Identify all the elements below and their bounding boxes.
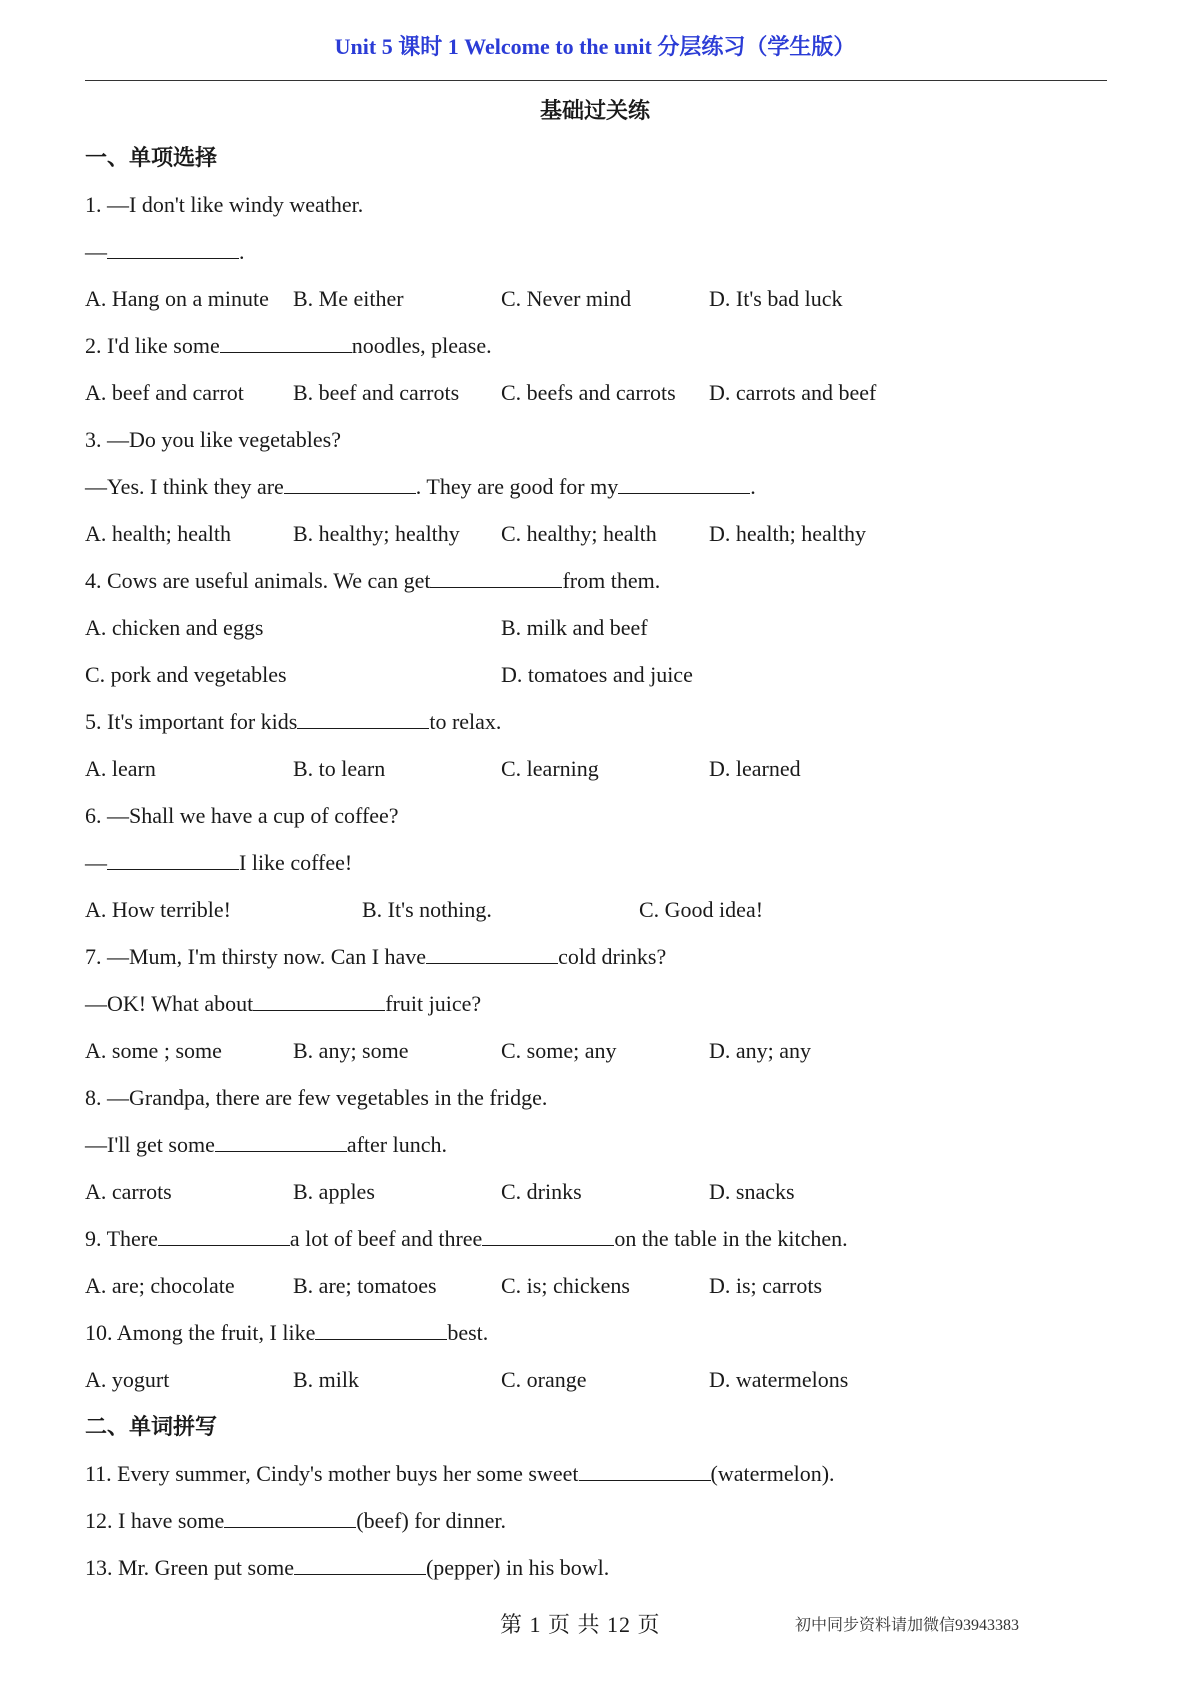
footer-note: 初中同步资料请加微信93943383 [795,1617,1020,1634]
option-a[interactable]: A. How terrible! [85,897,232,922]
option-b[interactable]: B. milk and beef [501,615,648,640]
answer-blank[interactable] [482,1227,614,1246]
option-d[interactable]: D. carrots and beef [709,380,877,405]
answer-blank[interactable] [107,240,239,259]
answer-blank[interactable] [215,1133,347,1152]
option-d[interactable]: D. watermelons [709,1367,849,1392]
option-c[interactable]: C. learning [501,756,599,781]
option-a[interactable]: A. chicken and eggs [85,615,264,640]
question-8-stem: 8. —Grandpa, there are few vegetables in the fridge. [85,1085,548,1110]
answer-blank[interactable] [430,569,562,588]
question-12-stem: 12. I have some (beef) for dinner. [85,1508,506,1533]
option-d[interactable]: D. tomatoes and juice [501,662,693,687]
option-a[interactable]: A. yogurt [85,1367,170,1392]
option-c[interactable]: C. pork and vegetables [85,662,287,687]
option-b[interactable]: B. milk [293,1367,360,1392]
question-10-stem: 10. Among the fruit, I like best. [85,1320,489,1345]
question-9-stem: 9. There a lot of beef and three on the table in the kitchen. [85,1226,848,1251]
option-a[interactable]: A. health; health [85,521,232,546]
option-d[interactable]: D. snacks [709,1179,795,1204]
question-2-stem: 2. I'd like some noodles, please. [85,333,492,358]
answer-blank[interactable] [294,1556,426,1575]
option-c[interactable]: C. some; any [501,1038,617,1063]
answer-blank[interactable] [253,992,385,1011]
option-b[interactable]: B. beef and carrots [293,380,460,405]
question-6-options [85,886,1115,933]
question-8-reply: —I'll get some after lunch. [85,1132,448,1157]
part2-heading: 二、单词拼写 [85,1414,218,1439]
question-5-stem: 5. It's important for kids to relax. [85,709,502,734]
question-1-stem: 1. —I don't like windy weather. [85,192,364,217]
option-a[interactable]: A. beef and carrot [85,380,244,405]
question-10-options [85,1356,1115,1403]
answer-blank[interactable] [158,1227,290,1246]
option-a[interactable]: A. Hang on a minute [85,286,269,311]
option-b[interactable]: B. apples [293,1179,375,1204]
section-title: 基础过关练 [539,98,650,123]
answer-blank[interactable] [220,334,352,353]
option-c[interactable]: C. is; chickens [501,1273,630,1298]
option-b[interactable]: B. It's nothing. [362,897,492,922]
answer-blank[interactable] [426,945,558,964]
question-8-options [85,1168,1115,1215]
question-13-stem: 13. Mr. Green put some (pepper) in his bowl. [85,1555,610,1580]
worksheet-body [85,134,1115,1591]
answer-blank[interactable] [297,710,429,729]
header-divider [85,80,1107,81]
option-a[interactable]: A. carrots [85,1179,172,1204]
page-footer [0,1608,1190,1644]
question-1-reply: — . [85,239,245,264]
question-1-options [85,275,1115,322]
question-3-options [85,510,1115,557]
question-6-stem: 6. —Shall we have a cup of coffee? [85,803,399,828]
option-d[interactable]: D. any; any [709,1038,812,1063]
question-7-stem: 7. —Mum, I'm thirsty now. Can I have cold drinks? [85,944,667,969]
option-a[interactable]: A. learn [85,756,156,781]
option-b[interactable]: B. to learn [293,756,386,781]
option-c[interactable]: C. orange [501,1367,587,1392]
option-b[interactable]: B. healthy; healthy [293,521,460,546]
answer-blank[interactable] [107,851,239,870]
page-number: 第 1 页 共 12 页 [500,1612,661,1637]
option-c[interactable]: C. beefs and carrots [501,380,676,405]
question-2-options [85,369,1115,416]
question-5-options [85,745,1115,792]
option-d[interactable]: D. is; carrots [709,1273,823,1298]
question-3-reply: —Yes. I think they are . They are good for my . [85,474,756,499]
question-4-options-row2 [85,651,1115,698]
option-c[interactable]: C. Good idea! [639,897,764,922]
question-6-reply: — I like coffee! [85,850,353,875]
option-d[interactable]: D. It's bad luck [709,286,843,311]
option-d[interactable]: D. health; healthy [709,521,867,546]
answer-blank[interactable] [579,1462,711,1481]
option-b[interactable]: B. any; some [293,1038,409,1063]
answer-blank[interactable] [224,1509,356,1528]
option-b[interactable]: B. are; tomatoes [293,1273,437,1298]
question-4-stem: 4. Cows are useful animals. We can get from them. [85,568,661,593]
option-c[interactable]: C. drinks [501,1179,582,1204]
part1-heading: 一、单项选择 [85,145,218,170]
option-c[interactable]: C. healthy; health [501,521,657,546]
option-c[interactable]: C. Never mind [501,286,632,311]
answer-blank[interactable] [284,475,416,494]
option-a[interactable]: A. some ; some [85,1038,222,1063]
option-b[interactable]: B. Me either [293,286,404,311]
question-3-stem: 3. —Do you like vegetables? [85,427,341,452]
question-7-reply: —OK! What about fruit juice? [85,991,482,1016]
option-a[interactable]: A. are; chocolate [85,1273,235,1298]
question-11-stem: 11. Every summer, Cindy's mother buys her some sweet (watermelon). [85,1461,835,1486]
question-7-options [85,1027,1115,1074]
option-d[interactable]: D. learned [709,756,801,781]
answer-blank[interactable] [315,1321,447,1340]
question-4-options-row1 [85,604,1115,651]
document-title: Unit 5 课时 1 Welcome to the unit 分层练习（学生版） [334,34,856,59]
question-9-options [85,1262,1115,1309]
answer-blank[interactable] [618,475,750,494]
